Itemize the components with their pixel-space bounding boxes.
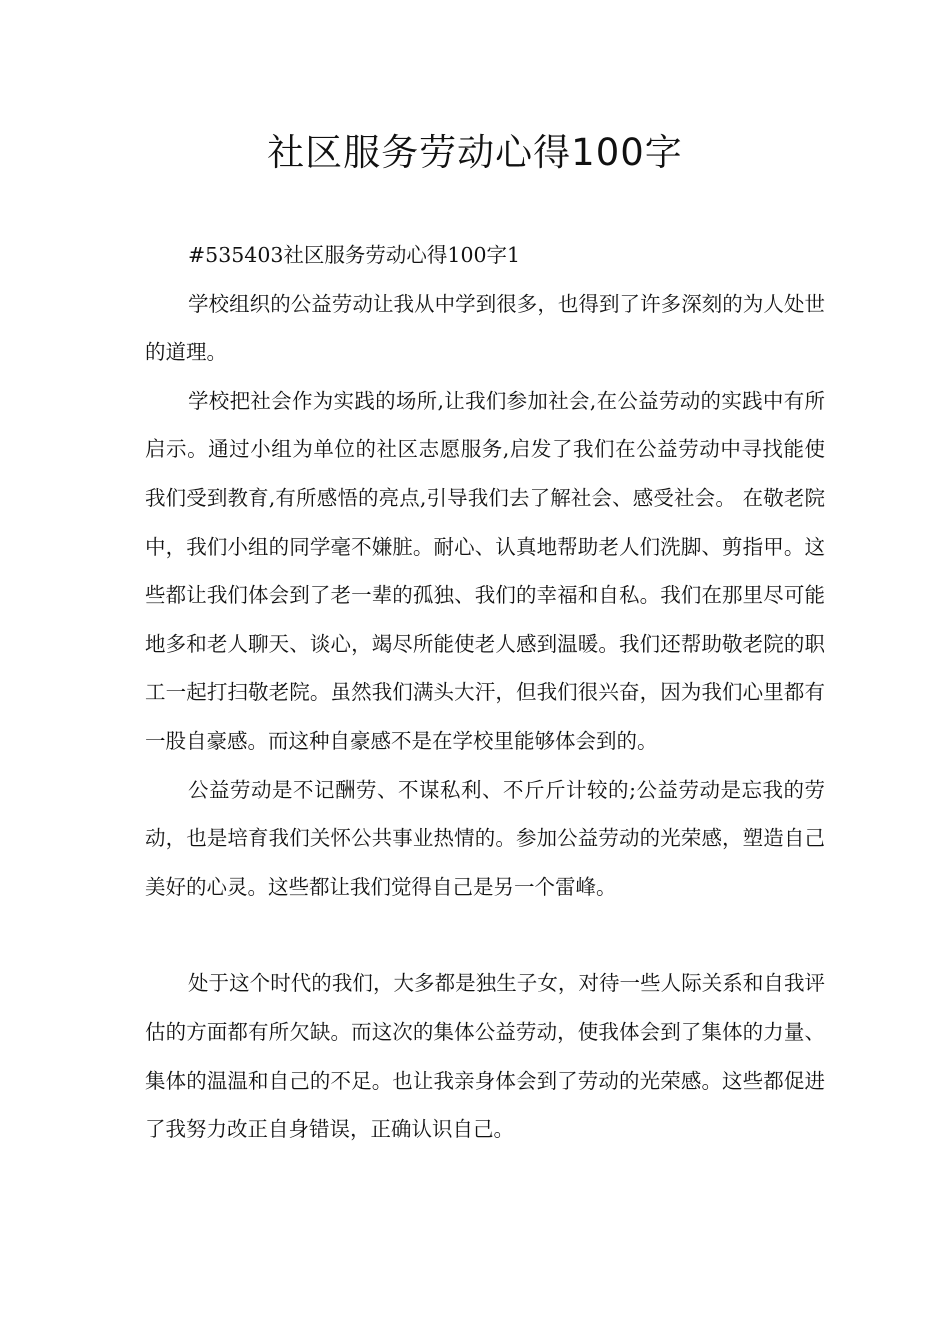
paragraph-spacer: [145, 911, 825, 959]
paragraph-1: 学校组织的公益劳动让我从中学到很多，也得到了许多深刻的为人处世的道理。: [145, 291, 825, 365]
document-subtitle: #535403社区服务劳动心得100字1: [188, 243, 521, 267]
document-body: [145, 231, 825, 1154]
paragraph-2: 学校把社会作为实践的场所,让我们参加社会,在公益劳动的实践中有所启示。通过小组为单位的社区志愿服务,启发了我们在公益劳动中寻找能使我们受到教育,有所感悟的亮点,引导我们去了解社会、感受社会。 在敬老院中，我们小组的同学毫不嫌脏。耐心、认真地帮助老人们洗脚、剪指甲。这些都让我们体会到了老一辈的孤独、我们的幸福和自私。我们在那里尽可能地多和老人聊天、谈心，竭尽所能使老人感到温暖。我们还帮助敬老院的职工一起打扫敬老院。虽然我们满头大汗，但我们很兴奋，因为我们心里都有一股自豪感。而这种自豪感不是在学校里能够体会到的。: [145, 388, 825, 753]
document-title: 社区服务劳动心得100字: [267, 131, 683, 174]
paragraph-4: 处于这个时代的我们，大多都是独生子女，对待一些人际关系和自我评估的方面都有所欠缺。而这次的集体公益劳动，使我体会到了集体的力量、集体的温温和自己的不足。也让我亲身体会到了劳动的光荣感。这些都促进了我努力改正自身错误，正确认识自己。: [145, 971, 825, 1142]
paragraph-3: 公益劳动是不记酬劳、不谋私利、不斤斤计较的;公益劳动是忘我的劳动，也是培育我们关怀公共事业热情的。参加公益劳动的光荣感，塑造自己美好的心灵。这些都让我们觉得自己是另一个雷峰。: [145, 777, 825, 899]
